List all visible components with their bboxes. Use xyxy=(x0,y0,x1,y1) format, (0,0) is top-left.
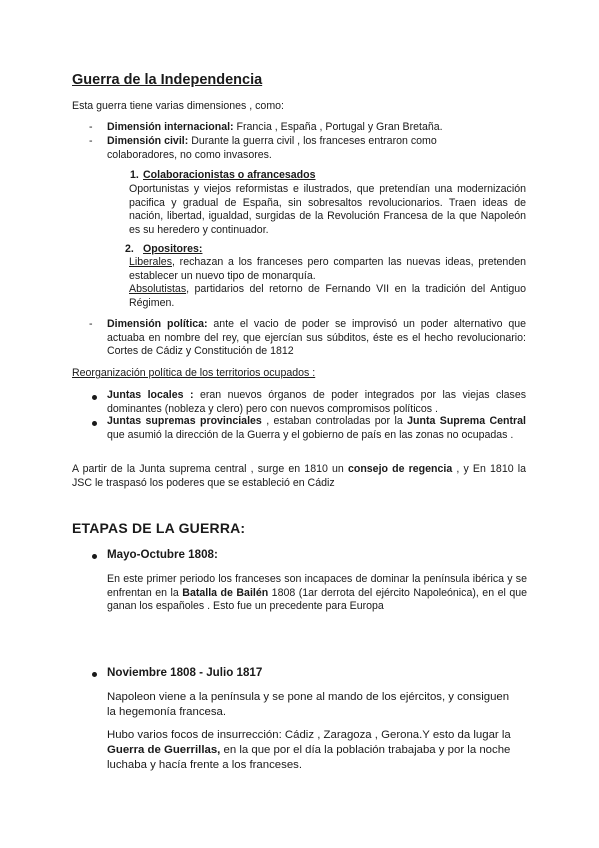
bullet-icon xyxy=(92,554,97,559)
group2-number: 2. xyxy=(125,243,134,255)
page-title: Guerra de la Independencia xyxy=(72,72,263,88)
dash-marker: - xyxy=(89,318,93,330)
stage2-para1: Napoleon viene a la península y se pone al mando de los ejércitos, y consiguen la hegemonía francesa. xyxy=(107,691,510,718)
group2-absolutistas: Absolutistas, partidarios del retorno de Fernando VII en la tradición del Antiguo Régimen. xyxy=(129,283,526,309)
dash-marker: - xyxy=(89,121,93,133)
dash-marker: - xyxy=(89,135,93,147)
dimension-internacional-label: Dimensión internacional: xyxy=(107,121,234,133)
stage1-text: En este primer periodo los franceses son incapaces de dominar la península ibérica y se enfrentan en la Batalla de Bailén 1808 (1ar derrota del ejército Napoleónica), en el que ganan los españoles . Esto fue un precedente para Europa xyxy=(107,573,528,613)
juntas-locales: Juntas locales : eran nuevos órganos de poder integrados por las viejas clases dominantes (nobleza y clero) pero con nuevos compromisos políticos . xyxy=(107,389,527,415)
group1-text: Oportunistas y viejos reformistas e ilustrados, que pretendían una modernización pacifica y gradual de España, sin sobresaltos revolucionarios. Traen ideas de nación, libertad, igualdad, surgidas de la Revolución Francesa de la que Napoleón es su heredero y continuador. xyxy=(129,183,526,236)
group2-liberales: Liberales, rechazan a los franceses pero comparten las nuevas ideas, pretenden establecer un nuevo tipo de monarquía. xyxy=(129,256,526,282)
dimension-politica: Dimensión política: ante el vacio de poder se improvisó un poder alternativo que actuaba en nombre del rey, que ejercían sus súbditos, éste es el hecho revolucionario: Cortes de Cádiz y Constitución de 1812 xyxy=(107,318,527,358)
liberales-label: Liberales xyxy=(129,256,172,268)
group1-number: 1. xyxy=(130,169,139,181)
dimension-internacional xyxy=(107,121,507,135)
group1-heading: Colaboracionistas o afrancesados xyxy=(143,169,316,181)
absolutistas-label: Absolutistas xyxy=(129,283,187,295)
dimension-politica-label: Dimensión política: xyxy=(107,318,208,330)
juntas-provinciales: Juntas supremas provinciales , estaban controladas por la Junta Suprema Central que asumió la dirección de la Guerra y el gobierno de país en las zonas no ocupadas . xyxy=(107,415,526,441)
etapas-heading: ETAPAS DE LA GUERRA: xyxy=(72,520,246,536)
dimension-civil-label: Dimensión civil: xyxy=(107,135,189,147)
intro-text: Esta guerra tiene varias dimensiones , como: xyxy=(72,100,284,112)
bullet-icon xyxy=(92,421,97,426)
stage2-title: Noviembre 1808 - Julio 1817 xyxy=(107,666,263,679)
juntas-locales-label: Juntas locales : xyxy=(107,389,194,401)
dimension-civil-text: Durante la guerra civil , los franceses entraron como colaboradores, no como invasores. xyxy=(107,135,437,161)
reorg-heading: Reorganización política de los territorios ocupados : xyxy=(72,367,316,379)
dimension-civil xyxy=(107,135,487,162)
bullet-icon xyxy=(92,395,97,400)
stage2-para2: Hubo varios focos de insurrección: Cádiz , Zaragoza , Gerona.Y esto da lugar la Guerra de Guerrillas, en la que por el día la población trabajaba y por la noche luchaba y hacía frente a los franceses. xyxy=(107,729,511,771)
dimension-internacional-text: Francia , España , Portugal y Gran Bretaña. xyxy=(233,121,443,133)
regencia-paragraph: A partir de la Junta suprema central , surge en 1810 un consejo de regencia , y En 1810 la JSC le traspasó los poderes que se estableció en Cádiz xyxy=(72,463,526,489)
stage1-title: Mayo-Octubre 1808: xyxy=(107,548,218,561)
bullet-icon xyxy=(92,672,97,677)
group2-heading: Opositores: xyxy=(143,243,203,255)
